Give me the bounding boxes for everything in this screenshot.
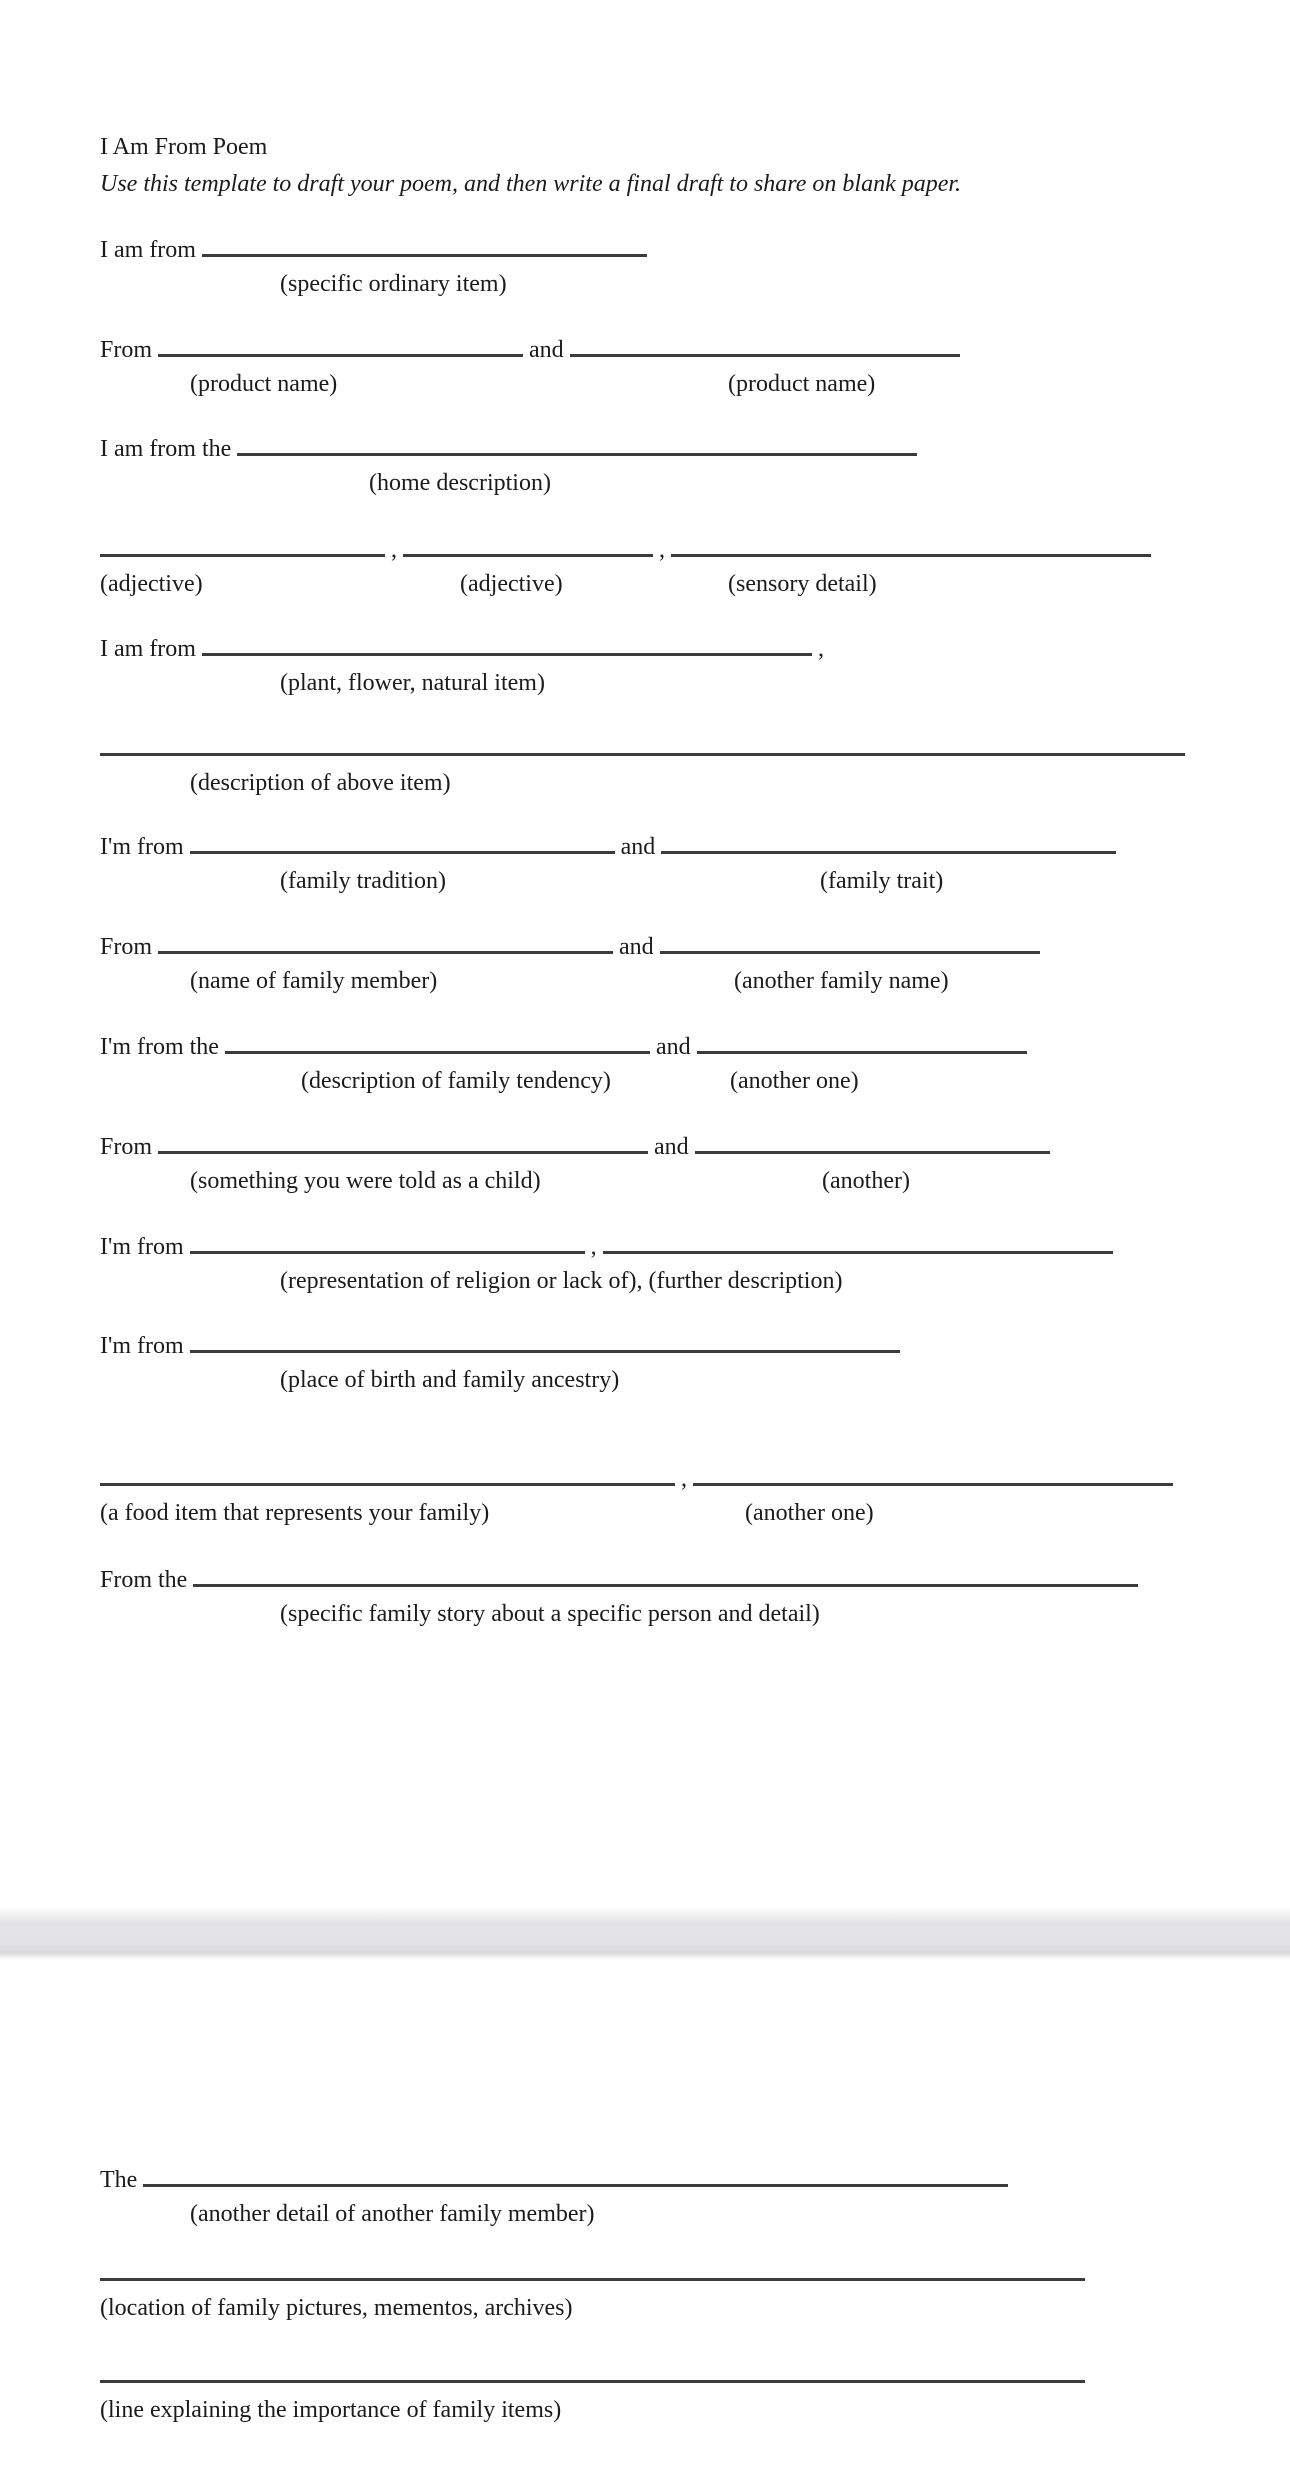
line-row bbox=[100, 1326, 1290, 1359]
line-row bbox=[100, 1227, 1290, 1260]
poem-line bbox=[100, 2254, 1290, 2321]
line-text: , bbox=[653, 537, 671, 563]
line-row bbox=[100, 1459, 1290, 1492]
blank-line bbox=[661, 827, 1116, 854]
blank-line bbox=[660, 927, 1040, 954]
blank-line bbox=[193, 1560, 1138, 1587]
poem-line bbox=[100, 330, 1290, 397]
line-text: I'm from bbox=[100, 1234, 190, 1260]
blank-caption: (another one) bbox=[730, 1068, 859, 1094]
blank-caption: (line explaining the importance of family items) bbox=[100, 2397, 562, 2423]
poem-line bbox=[100, 1227, 1290, 1294]
line-text: and bbox=[523, 337, 570, 363]
poem-line bbox=[100, 1560, 1290, 1627]
line-row bbox=[100, 827, 1290, 860]
blank-line bbox=[225, 1027, 650, 1054]
poem-line bbox=[100, 629, 1290, 696]
line-text: and bbox=[648, 1134, 695, 1160]
blank-caption: (location of family pictures, mementos, archives) bbox=[100, 2295, 573, 2321]
line-text: I'm from bbox=[100, 1333, 190, 1359]
line-row bbox=[100, 2160, 1290, 2193]
blank-caption: (a food item that represents your family) bbox=[100, 1500, 490, 1526]
line-text: I am from the bbox=[100, 436, 238, 462]
blank-line bbox=[100, 729, 1185, 756]
line-row bbox=[100, 1560, 1290, 1593]
line-row bbox=[100, 1127, 1290, 1160]
blank-line bbox=[695, 1127, 1050, 1154]
line-text: and bbox=[649, 1034, 697, 1060]
blank-caption: (description of above item) bbox=[190, 770, 451, 796]
blank-caption: (product name) bbox=[728, 371, 876, 397]
line-text: From bbox=[100, 337, 159, 363]
line-row bbox=[100, 330, 1290, 363]
line-text: The bbox=[100, 2167, 144, 2193]
blank-caption: (something you were told as a child) bbox=[190, 1168, 541, 1194]
blank-line bbox=[190, 1326, 900, 1353]
blank-caption: (sensory detail) bbox=[728, 571, 877, 597]
blank-caption: (specific ordinary item) bbox=[280, 271, 507, 297]
blank-line bbox=[158, 1127, 648, 1154]
blank-line bbox=[237, 429, 917, 456]
blank-caption: (another detail of another family member) bbox=[190, 2201, 595, 2227]
poem-line bbox=[100, 429, 1290, 496]
blank-line bbox=[190, 827, 615, 854]
blank-caption: (plant, flower, natural item) bbox=[280, 670, 545, 696]
blank-caption: (product name) bbox=[190, 371, 338, 397]
blank-line bbox=[693, 1459, 1173, 1486]
blank-caption: (specific family story about a specific person and detail) bbox=[280, 1601, 820, 1627]
line-text: From the bbox=[100, 1567, 194, 1593]
blank-caption: (home description) bbox=[369, 470, 551, 496]
line-row bbox=[100, 2356, 1290, 2384]
blank-caption: (place of birth and family ancestry) bbox=[280, 1367, 620, 1393]
blank-line bbox=[570, 330, 960, 357]
line-text: From bbox=[100, 1134, 159, 1160]
line-text: I am from bbox=[100, 636, 202, 662]
blank-line bbox=[202, 230, 647, 257]
blank-line bbox=[697, 1027, 1027, 1054]
line-row bbox=[100, 530, 1290, 563]
blank-caption: (another) bbox=[822, 1168, 910, 1194]
blank-line bbox=[190, 1227, 585, 1254]
poem-line bbox=[100, 729, 1290, 796]
blank-line bbox=[202, 629, 812, 656]
line-text: and bbox=[613, 934, 660, 960]
blank-caption: (description of family tendency) bbox=[301, 1068, 611, 1094]
blank-caption: (adjective) bbox=[460, 571, 563, 597]
blank-line bbox=[100, 2254, 1085, 2281]
line-row bbox=[100, 1027, 1290, 1060]
line-text: , bbox=[675, 1466, 693, 1492]
blank-line bbox=[158, 330, 523, 357]
blank-line bbox=[100, 2356, 1085, 2383]
poem-line bbox=[100, 530, 1290, 597]
blank-caption: (another family name) bbox=[734, 968, 949, 994]
blank-caption: (family trait) bbox=[820, 868, 944, 894]
blank-caption: (adjective) bbox=[100, 571, 203, 597]
blank-line bbox=[100, 1459, 675, 1486]
poem-line bbox=[100, 827, 1290, 894]
line-text: , bbox=[385, 537, 403, 563]
document-title: I Am From Poem bbox=[100, 134, 268, 160]
blank-caption: (family tradition) bbox=[280, 868, 446, 894]
poem-line bbox=[100, 2160, 1290, 2227]
page-break-separator bbox=[0, 1908, 1290, 1960]
line-row bbox=[100, 429, 1290, 462]
line-row bbox=[100, 230, 1290, 263]
blank-line bbox=[143, 2160, 1008, 2187]
blank-caption: (representation of religion or lack of), (further description) bbox=[280, 1268, 843, 1294]
line-text: I'm from the bbox=[100, 1034, 225, 1060]
line-text: , bbox=[584, 1234, 603, 1260]
poem-line bbox=[100, 1459, 1290, 1526]
blank-caption: (name of family member) bbox=[190, 968, 438, 994]
line-row bbox=[100, 629, 1290, 662]
line-row bbox=[100, 729, 1290, 757]
poem-line bbox=[100, 1027, 1290, 1094]
poem-line bbox=[100, 1326, 1290, 1393]
line-text: I'm from bbox=[100, 834, 190, 860]
line-text: From bbox=[100, 934, 159, 960]
poem-line bbox=[100, 230, 1290, 297]
document-subtitle: Use this template to draft your poem, and then write a final draft to share on blank paper. bbox=[100, 171, 962, 197]
poem-line bbox=[100, 2356, 1290, 2423]
blank-line bbox=[603, 1227, 1113, 1254]
poem-line bbox=[100, 1127, 1290, 1194]
blank-line bbox=[100, 530, 385, 557]
line-row bbox=[100, 927, 1290, 960]
blank-line bbox=[671, 530, 1151, 557]
blank-line bbox=[158, 927, 613, 954]
line-text: and bbox=[614, 834, 662, 860]
line-text: , bbox=[811, 636, 824, 662]
line-row bbox=[100, 2254, 1290, 2282]
blank-caption: (another one) bbox=[745, 1500, 874, 1526]
line-text: I am from bbox=[100, 237, 202, 263]
blank-line bbox=[403, 530, 653, 557]
poem-line bbox=[100, 927, 1290, 994]
